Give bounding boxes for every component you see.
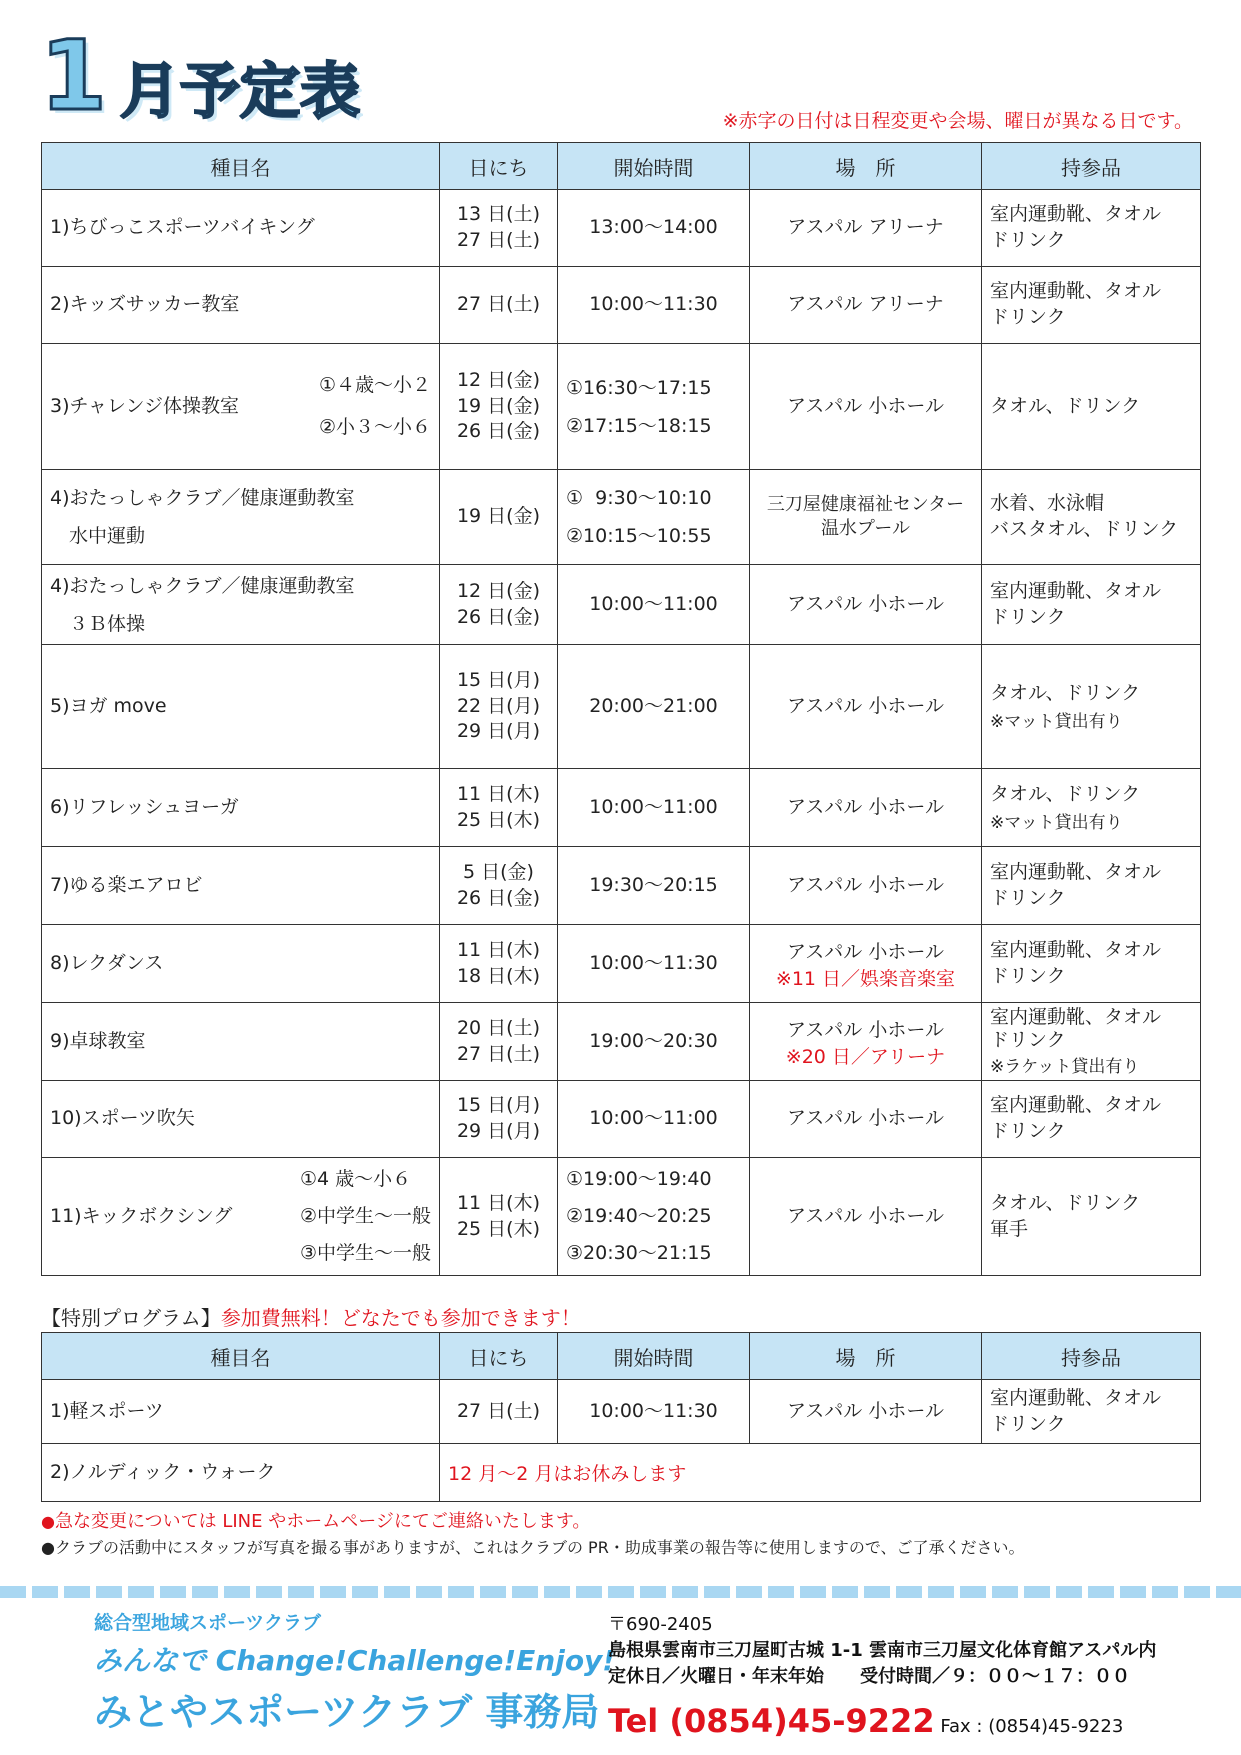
header-date: 日にち [440, 1333, 558, 1380]
item-bring: 室内運動靴、タオル ドリンク [982, 267, 1201, 344]
item-place: アスパル 小ホール [787, 940, 944, 963]
table-row [42, 1158, 1201, 1276]
item-dates: 15 日(月) 29 日(月) [440, 1081, 558, 1158]
club-office-name: みとやスポーツクラブ 事務局 [94, 1690, 600, 1734]
item-name: 1)軽スポーツ [42, 1380, 440, 1444]
item-dates: 27 日(土) [440, 1380, 558, 1444]
table-row [42, 267, 1201, 344]
item-name: 2)ノルディック・ウォーク [42, 1444, 440, 1502]
notice-photo-text: クラブの活動中にスタッフが写真を撮る事がありますが、これはクラブの PR・助成事業の報告等に使用しますので、ご了承ください。 [54, 1537, 1025, 1557]
club-tagline: 総合型地域スポーツクラブ [94, 1612, 322, 1634]
item-bring: 室内運動靴、タオル ドリンク [982, 565, 1201, 645]
item-name: 5)ヨガ move [42, 645, 440, 769]
club-slogan: みんなで Change!Challenge!Enjoy! [94, 1644, 616, 1677]
item-dates: 11 日(木) 25 日(木) [440, 769, 558, 847]
special-program-table [41, 1332, 1201, 1502]
header-place: 場 所 [750, 143, 982, 190]
header-bring: 持参品 [982, 1333, 1201, 1380]
header-item: 種目名 [42, 1333, 440, 1380]
item-name: 1)ちびっこスポーツバイキング [42, 190, 440, 267]
item-dates: 20 日(土) 27 日(土) [440, 1003, 558, 1081]
item-bring-cell [982, 769, 1201, 847]
item-age-groups: ①４歳～小２ ②小３～小６ [318, 373, 431, 438]
item-name: 10)スポーツ吹矢 [42, 1081, 440, 1158]
address: 島根県雲南市三刀屋町古城 1-1 雲南市三刀屋文化体育館アスパル内 [608, 1640, 1157, 1662]
item-bring-note: ※マット貸出有り [990, 711, 1123, 732]
item-name: 3)チャレンジ体操教室 [50, 394, 239, 417]
item-time: 10:00～11:30 [558, 267, 750, 344]
item-closed-message: 12 月～2 月はお休みします [440, 1444, 1201, 1502]
item-bring: 室内運動靴、タオル ドリンク [982, 1380, 1201, 1444]
notice-list [41, 1508, 1025, 1561]
table-row [42, 1003, 1201, 1081]
item-dates: 13 日(土) 27 日(土) [440, 190, 558, 267]
table-row [42, 1444, 1201, 1502]
item-cell [42, 1158, 440, 1276]
item-place: アスパル 小ホール [750, 344, 982, 470]
table-row [42, 565, 1201, 645]
item-bring: 室内運動靴、タオル ドリンク [982, 847, 1201, 925]
item-bring: タオル、ドリンク [990, 783, 1141, 806]
item-bring-note: ※マット貸出有り [990, 812, 1123, 833]
bullet-dot-icon: ● [41, 1537, 55, 1557]
postal-code: 〒690-2405 [608, 1614, 713, 1635]
item-place: アスパル 小ホール [750, 1158, 982, 1276]
footer-contact [608, 1612, 1156, 1745]
item-cell [42, 344, 440, 470]
table-row [42, 847, 1201, 925]
header-item: 種目名 [42, 143, 440, 190]
item-name: 4)おたっしゃクラブ／健康運動教室 ３Ｂ体操 [42, 565, 440, 645]
item-place: アスパル 小ホール [750, 645, 982, 769]
item-time: 19:30～20:15 [558, 847, 750, 925]
item-dates: 27 日(土) [440, 267, 558, 344]
item-name: 6)リフレッシュヨーガ [42, 769, 440, 847]
schedule-table [41, 142, 1201, 1276]
item-dates: 11 日(木) 25 日(木) [440, 1158, 558, 1276]
table-row [42, 344, 1201, 470]
item-dates: 11 日(木) 18 日(木) [440, 925, 558, 1003]
fax-number: Fax : (0854)45-9223 [940, 1716, 1124, 1738]
special-program-heading [41, 1302, 581, 1331]
header-time: 開始時間 [558, 1333, 750, 1380]
item-bring: タオル、ドリンク [982, 344, 1201, 470]
bullet-dot-icon: ● [41, 1512, 55, 1531]
title-text: 月予定表 [120, 57, 360, 127]
special-program-free-note: 参加費無料！どなたでも参加できます！ [220, 1306, 581, 1330]
table-row [42, 1081, 1201, 1158]
special-program-label: 【特別プログラム】 [41, 1306, 221, 1330]
item-bring: 室内運動靴、タオル ドリンク [982, 925, 1201, 1003]
item-bring-note: ※ラケット貸出有り [990, 1056, 1140, 1077]
item-name: 11)キックボクシング [50, 1204, 233, 1227]
item-bring: 室内運動靴、タオル ドリンク [982, 190, 1201, 267]
item-place: アスパル 小ホール [750, 769, 982, 847]
header-bring: 持参品 [982, 143, 1201, 190]
footer-divider [0, 1586, 1241, 1598]
item-place-cell [750, 925, 982, 1003]
table-row [42, 645, 1201, 769]
item-bring-cell [982, 1003, 1201, 1081]
item-place: 三刀屋健康福祉センター 温水プール [750, 470, 982, 565]
special-header-row [42, 1333, 1201, 1380]
item-place: アスパル 小ホール [750, 1380, 982, 1444]
item-time: ① 9:30～10:10 ②10:15～10:55 [558, 470, 750, 565]
item-place-note: ※11 日／娯楽音楽室 [775, 967, 956, 990]
table-row [42, 925, 1201, 1003]
item-time: 13:00～14:00 [558, 190, 750, 267]
item-bring: 室内運動靴、タオル ドリンク [982, 1081, 1201, 1158]
item-name: 2)キッズサッカー教室 [42, 267, 440, 344]
notice-change [41, 1508, 1025, 1536]
table-row [42, 190, 1201, 267]
item-place: アスパル 小ホール [750, 565, 982, 645]
item-time: ①19:00～19:40 ②19:40～20:25 ③20:30～21:15 [558, 1158, 750, 1276]
office-hours: 定休日／火曜日・年末年始 受付時間／９：００～１７：００ [608, 1666, 1130, 1688]
item-name: 7)ゆる楽エアロビ [42, 847, 440, 925]
item-age-groups: ①4 歳～小６ ②中学生～一般 ③中学生～一般 [299, 1167, 431, 1265]
table-row [42, 470, 1201, 565]
item-time: 10:00～11:00 [558, 1081, 750, 1158]
table-row [42, 769, 1201, 847]
item-bring: タオル、ドリンク 軍手 [982, 1158, 1201, 1276]
item-bring: タオル、ドリンク [990, 682, 1141, 705]
header-time: 開始時間 [558, 143, 750, 190]
item-name: 8)レクダンス [42, 925, 440, 1003]
item-dates: 15 日(月) 22 日(月) 29 日(月) [440, 645, 558, 769]
item-time: 10:00～11:00 [558, 565, 750, 645]
item-time: 10:00～11:30 [558, 1380, 750, 1444]
item-dates: 12 日(金) 26 日(金) [440, 565, 558, 645]
item-time: 19:00～20:30 [558, 1003, 750, 1081]
schedule-header-row [42, 143, 1201, 190]
item-bring: 水着、水泳帽 バスタオル、ドリンク [982, 470, 1201, 565]
footer-club-branding [94, 1608, 615, 1736]
item-name: 4)おたっしゃクラブ／健康運動教室 水中運動 [42, 470, 440, 565]
item-bring-cell [982, 645, 1201, 769]
title-month-number: 1 [40, 20, 107, 132]
item-time: 20:00～21:00 [558, 645, 750, 769]
header-date: 日にち [440, 143, 558, 190]
notice-photo [41, 1536, 1025, 1561]
item-place: アスパル 小ホール [750, 1081, 982, 1158]
phone-number: Tel (0854)45-9222 [608, 1702, 935, 1741]
item-place: アスパル 小ホール [750, 847, 982, 925]
item-time: 10:00～11:00 [558, 769, 750, 847]
header-place: 場 所 [750, 1333, 982, 1380]
item-time: 10:00～11:30 [558, 925, 750, 1003]
item-bring: 室内運動靴、タオル ドリンク [990, 1006, 1162, 1051]
item-dates: 5 日(金) 26 日(金) [440, 847, 558, 925]
item-place-note: ※20 日／アリーナ [785, 1045, 946, 1068]
item-place-cell [750, 1003, 982, 1081]
notice-change-text: 急な変更については LINE やホームページにてご連絡いたします。 [54, 1511, 591, 1532]
item-place: アスパル アリーナ [750, 190, 982, 267]
item-time: ①16:30～17:15 ②17:15～18:15 [558, 344, 750, 470]
item-name: 9)卓球教室 [42, 1003, 440, 1081]
item-dates: 12 日(金) 19 日(金) 26 日(金) [440, 344, 558, 470]
red-date-note: ※赤字の日付は日程変更や会場、曜日が異なる日です。 [722, 110, 1193, 132]
item-place: アスパル 小ホール [787, 1018, 944, 1041]
item-place: アスパル アリーナ [750, 267, 982, 344]
table-row [42, 1380, 1201, 1444]
item-dates: 19 日(金) [440, 470, 558, 565]
